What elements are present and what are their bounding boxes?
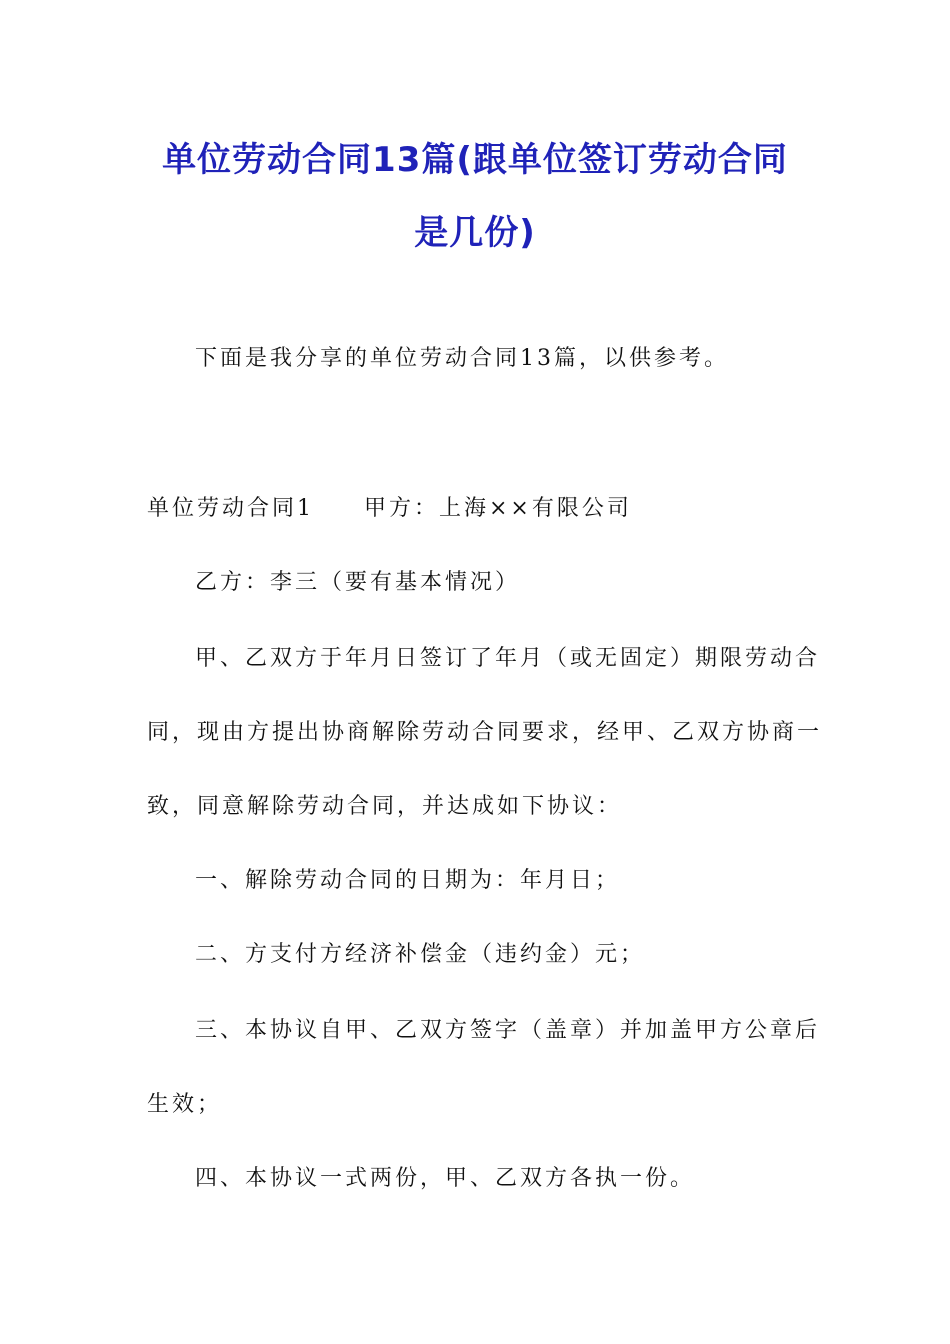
paragraph-line: 甲、乙双方于年月日签订了年月（或无固定）期限劳动合	[195, 646, 821, 671]
document-title-line-2: 是几份)	[414, 213, 536, 253]
party-b-line: 乙方：李三（要有基本情况）	[195, 570, 521, 595]
document-title-line-1: 单位劳动合同13篇(跟单位签订劳动合同	[162, 140, 788, 180]
contract-heading-party-a: 单位劳动合同1 甲方：上海××有限公司	[147, 496, 632, 521]
clause-3-continued: 生效；	[147, 1092, 223, 1117]
intro-paragraph: 下面是我分享的单位劳动合同13篇，以供参考。	[195, 346, 729, 371]
clause-2: 二、方支付方经济补偿金（违约金）元；	[195, 942, 646, 967]
clause-1: 一、解除劳动合同的日期为：年月日；	[195, 868, 621, 893]
clause-4: 四、本协议一式两份，甲、乙双方各执一份。	[195, 1166, 696, 1191]
paragraph-line: 同，现由方提出协商解除劳动合同要求，经甲、乙双方协商一	[147, 720, 823, 745]
paragraph-line: 致，同意解除劳动合同，并达成如下协议：	[147, 794, 623, 819]
clause-3: 三、本协议自甲、乙双方签字（盖章）并加盖甲方公章后	[195, 1018, 821, 1043]
